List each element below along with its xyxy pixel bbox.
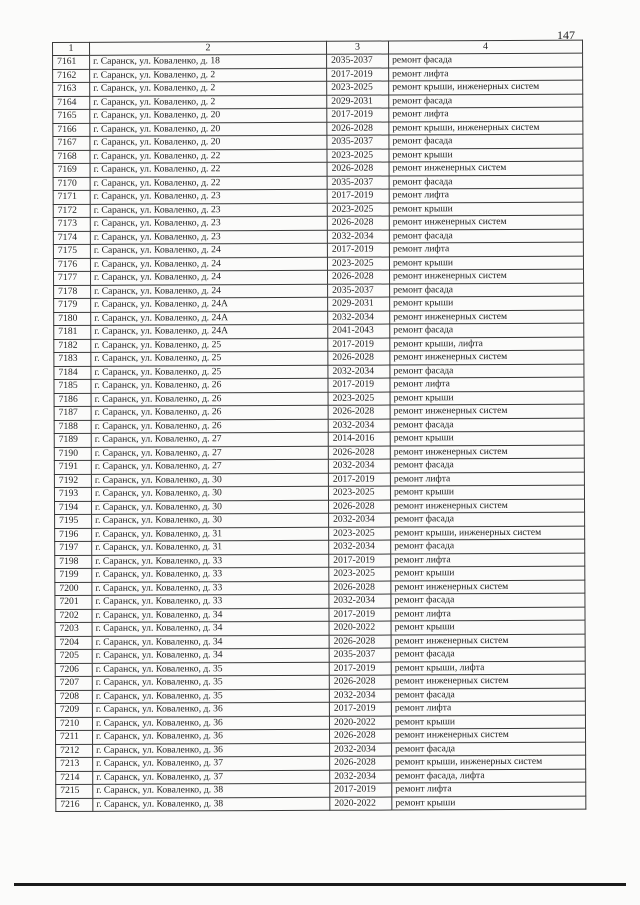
- work-type-cell: ремонт лифта: [390, 377, 584, 391]
- address-cell: г. Саранск, ул. Коваленко, д. 27: [91, 446, 328, 461]
- address-cell: г. Саранск, ул. Коваленко, д. 30: [91, 486, 328, 501]
- address-cell: г. Саранск, ул. Коваленко, д. 27: [91, 432, 328, 447]
- work-type-cell: ремонт лифта: [391, 701, 585, 715]
- period-cell: 2032-2034: [328, 365, 390, 379]
- period-cell: 2026-2028: [328, 405, 390, 419]
- address-cell: г. Саранск, ул. Коваленко, д. 25: [91, 365, 328, 380]
- address-cell: г. Саранск, ул. Коваленко, д. 31: [92, 527, 329, 542]
- row-number-cell: 7161: [53, 55, 90, 69]
- address-cell: г. Саранск, ул. Коваленко, д. 35: [92, 675, 329, 690]
- row-number-cell: 7196: [55, 528, 92, 542]
- address-cell: г. Саранск, ул. Коваленко, д. 24: [91, 270, 328, 285]
- row-number-cell: 7185: [54, 379, 91, 393]
- work-type-cell: ремонт инженерных систем: [392, 728, 586, 742]
- period-cell: 2035-2037: [327, 176, 389, 190]
- work-type-cell: ремонт крыши: [390, 485, 584, 499]
- address-cell: г. Саранск, ул. Коваленко, д. 24А: [91, 311, 328, 326]
- period-cell: 2041-2043: [328, 324, 390, 338]
- row-number-cell: 7174: [53, 231, 90, 245]
- address-cell: г. Саранск, ул. Коваленко, д. 23: [90, 189, 327, 204]
- period-cell: 2020-2022: [329, 716, 391, 730]
- address-cell: г. Саранск, ул. Коваленко, д. 34: [92, 648, 329, 663]
- address-cell: г. Саранск, ул. Коваленко, д. 30: [92, 513, 329, 528]
- work-type-cell: ремонт крыши, лифта: [391, 661, 585, 675]
- work-type-cell: ремонт крыши, лифта: [390, 337, 584, 351]
- work-type-cell: ремонт инженерных систем: [391, 674, 585, 688]
- row-number-cell: 7166: [53, 123, 90, 137]
- period-cell: 2023-2025: [327, 81, 389, 95]
- row-number-cell: 7176: [53, 258, 90, 272]
- period-cell: 2020-2022: [330, 797, 392, 811]
- period-cell: 2026-2028: [329, 581, 391, 595]
- address-cell: г. Саранск, ул. Коваленко, д. 34: [92, 608, 329, 623]
- period-cell: 2017-2019: [330, 783, 392, 797]
- period-cell: 2032-2034: [329, 594, 391, 608]
- address-cell: г. Саранск, ул. Коваленко, д. 18: [90, 54, 327, 69]
- work-type-cell: ремонт лифта: [389, 188, 583, 202]
- period-cell: 2035-2037: [327, 135, 389, 149]
- address-cell: г. Саранск, ул. Коваленко, д. 37: [93, 756, 330, 771]
- work-type-cell: ремонт лифта: [392, 782, 586, 796]
- period-cell: 2026-2028: [328, 351, 390, 365]
- row-number-cell: 7164: [53, 96, 90, 110]
- row-number-cell: 7197: [55, 541, 92, 555]
- row-number-cell: 7212: [56, 744, 93, 758]
- work-type-cell: ремонт крыши: [389, 148, 583, 162]
- row-number-cell: 7201: [55, 595, 92, 609]
- row-number-cell: 7167: [53, 136, 90, 150]
- row-number-cell: 7194: [55, 501, 92, 515]
- address-cell: г. Саранск, ул. Коваленко, д. 36: [93, 743, 330, 758]
- work-type-cell: ремонт крыши: [390, 431, 584, 445]
- period-cell: 2032-2034: [330, 770, 392, 784]
- row-number-cell: 7215: [56, 784, 93, 798]
- address-cell: г. Саранск, ул. Коваленко, д. 26: [91, 392, 328, 407]
- row-number-cell: 7191: [54, 460, 91, 474]
- row-number-cell: 7186: [54, 393, 91, 407]
- work-type-cell: ремонт инженерных систем: [391, 634, 585, 648]
- work-type-cell: ремонт фасада: [389, 94, 583, 108]
- address-cell: г. Саранск, ул. Коваленко, д. 33: [92, 581, 329, 596]
- row-number-cell: 7173: [53, 217, 90, 231]
- address-cell: г. Саранск, ул. Коваленко, д. 26: [91, 378, 328, 393]
- row-number-cell: 7188: [54, 420, 91, 434]
- address-cell: г. Саранск, ул. Коваленко, д. 24: [90, 243, 327, 258]
- period-cell: 2026-2028: [328, 446, 390, 460]
- work-type-cell: ремонт лифта: [389, 242, 583, 256]
- address-cell: г. Саранск, ул. Коваленко, д. 20: [90, 122, 327, 137]
- address-cell: г. Саранск, ул. Коваленко, д. 26: [91, 419, 328, 434]
- work-type-cell: ремонт фасада: [389, 134, 583, 148]
- period-cell: 2035-2037: [328, 284, 390, 298]
- work-type-cell: ремонт крыши: [390, 391, 584, 405]
- period-cell: 2017-2019: [329, 608, 391, 622]
- work-type-cell: ремонт инженерных систем: [389, 161, 583, 175]
- work-type-cell: ремонт крыши, инженерных систем: [389, 80, 583, 94]
- work-type-cell: ремонт инженерных систем: [390, 350, 584, 364]
- row-number-cell: 7179: [54, 298, 91, 312]
- row-number-cell: 7209: [55, 703, 92, 717]
- work-type-cell: ремонт инженерных систем: [389, 269, 583, 283]
- address-cell: г. Саранск, ул. Коваленко, д. 33: [92, 554, 329, 569]
- row-number-cell: 7175: [53, 244, 90, 258]
- address-cell: г. Саранск, ул. Коваленко, д. 33: [92, 567, 329, 582]
- row-number-cell: 7189: [54, 433, 91, 447]
- row-number-cell: 7190: [54, 447, 91, 461]
- row-number-cell: 7213: [56, 757, 93, 771]
- work-type-cell: ремонт крыши, инженерных систем: [392, 755, 586, 769]
- period-cell: 2032-2034: [329, 513, 391, 527]
- row-number-cell: 7211: [56, 730, 93, 744]
- column-header-4: 4: [388, 40, 582, 54]
- work-type-cell: ремонт инженерных систем: [390, 404, 584, 418]
- work-type-cell: ремонт крыши: [391, 620, 585, 634]
- work-type-cell: ремонт фасада: [389, 175, 583, 189]
- work-type-cell: ремонт фасада: [391, 688, 585, 702]
- row-number-cell: 7195: [55, 514, 92, 528]
- row-number-cell: 7199: [55, 568, 92, 582]
- period-cell: 2023-2025: [328, 392, 390, 406]
- address-cell: г. Саранск, ул. Коваленко, д. 36: [92, 716, 329, 731]
- work-type-cell: ремонт крыши, инженерных систем: [391, 526, 585, 540]
- period-cell: 2026-2028: [329, 500, 391, 514]
- period-cell: 2023-2025: [327, 149, 389, 163]
- address-cell: г. Саранск, ул. Коваленко, д. 26: [91, 405, 328, 420]
- address-cell: г. Саранск, ул. Коваленко, д. 27: [91, 459, 328, 474]
- period-cell: 2026-2028: [327, 122, 389, 136]
- column-header-1: 1: [53, 42, 90, 55]
- table-body: [53, 53, 586, 811]
- row-number-cell: 7206: [55, 663, 92, 677]
- work-type-cell: ремонт крыши: [389, 202, 583, 216]
- work-type-cell: ремонт инженерных систем: [391, 580, 585, 594]
- period-cell: 2017-2019: [328, 473, 390, 487]
- period-cell: 2029-2031: [327, 95, 389, 109]
- period-cell: 2026-2028: [330, 756, 392, 770]
- row-number-cell: 7202: [55, 609, 92, 623]
- work-type-cell: ремонт лифта: [389, 67, 583, 81]
- address-cell: г. Саранск, ул. Коваленко, д. 35: [92, 689, 329, 704]
- address-cell: г. Саранск, ул. Коваленко, д. 24: [91, 284, 328, 299]
- period-cell: 2026-2028: [327, 162, 389, 176]
- period-cell: 2029-2031: [328, 297, 390, 311]
- row-number-cell: 7168: [53, 150, 90, 164]
- address-cell: г. Саранск, ул. Коваленко, д. 30: [91, 473, 328, 488]
- column-header-3: 3: [326, 41, 388, 54]
- period-cell: 2017-2019: [329, 702, 391, 716]
- period-cell: 2026-2028: [330, 729, 392, 743]
- row-number-cell: 7163: [53, 82, 90, 96]
- period-cell: 2035-2037: [329, 648, 391, 662]
- row-number-cell: 7193: [54, 487, 91, 501]
- row-number-cell: 7184: [54, 366, 91, 380]
- work-type-cell: ремонт лифта: [389, 107, 583, 121]
- work-type-cell: ремонт фасада: [390, 283, 584, 297]
- row-number-cell: 7182: [54, 339, 91, 353]
- period-cell: 2017-2019: [328, 378, 390, 392]
- row-number-cell: 7177: [54, 271, 91, 285]
- work-type-cell: ремонт фасада: [390, 458, 584, 472]
- address-cell: г. Саранск, ул. Коваленко, д. 36: [93, 729, 330, 744]
- period-cell: 2026-2028: [327, 270, 389, 284]
- work-type-cell: ремонт лифта: [391, 553, 585, 567]
- row-number-cell: 7171: [53, 190, 90, 204]
- work-type-cell: ремонт крыши: [389, 256, 583, 270]
- work-type-cell: ремонт фасада: [391, 593, 585, 607]
- period-cell: 2017-2019: [329, 554, 391, 568]
- period-cell: 2032-2034: [327, 230, 389, 244]
- work-type-cell: ремонт фасада: [391, 539, 585, 553]
- row-number-cell: 7216: [56, 798, 93, 812]
- page-bottom-rule: [14, 883, 626, 886]
- row-number-cell: 7162: [53, 69, 90, 83]
- address-cell: г. Саранск, ул. Коваленко, д. 20: [90, 135, 327, 150]
- period-cell: 2017-2019: [327, 189, 389, 203]
- address-cell: г. Саранск, ул. Коваленко, д. 22: [90, 149, 327, 164]
- period-cell: 2035-2037: [327, 54, 389, 68]
- address-cell: г. Саранск, ул. Коваленко, д. 23: [90, 230, 327, 245]
- address-cell: г. Саранск, ул. Коваленко, д. 2: [90, 95, 327, 110]
- row-number-cell: 7198: [55, 555, 92, 569]
- address-cell: г. Саранск, ул. Коваленко, д. 30: [92, 500, 329, 515]
- row-number-cell: 7214: [56, 771, 93, 785]
- work-type-cell: ремонт фасада: [389, 229, 583, 243]
- work-type-cell: ремонт крыши: [391, 566, 585, 580]
- work-type-cell: ремонт крыши, инженерных систем: [389, 121, 583, 135]
- repair-schedule-table: [52, 40, 586, 812]
- address-cell: г. Саранск, ул. Коваленко, д. 33: [92, 594, 329, 609]
- period-cell: 2023-2025: [329, 527, 391, 541]
- row-number-cell: 7180: [54, 312, 91, 326]
- work-type-cell: ремонт крыши: [392, 796, 586, 810]
- row-number-cell: 7208: [55, 690, 92, 704]
- period-cell: 2023-2025: [328, 486, 390, 500]
- address-cell: г. Саранск, ул. Коваленко, д. 24А: [91, 324, 328, 339]
- work-type-cell: ремонт фасада: [392, 742, 586, 756]
- period-cell: 2017-2019: [327, 108, 389, 122]
- work-type-cell: ремонт инженерных систем: [390, 310, 584, 324]
- work-type-cell: ремонт инженерных систем: [390, 499, 584, 513]
- period-cell: 2023-2025: [327, 257, 389, 271]
- page-number: 147: [557, 28, 575, 42]
- work-type-cell: ремонт крыши: [391, 715, 585, 729]
- address-cell: г. Саранск, ул. Коваленко, д. 2: [90, 68, 327, 83]
- work-type-cell: ремонт крыши: [390, 296, 584, 310]
- address-cell: г. Саранск, ул. Коваленко, д. 25: [91, 351, 328, 366]
- row-number-cell: 7204: [55, 636, 92, 650]
- period-cell: 2032-2034: [328, 311, 390, 325]
- row-number-cell: 7172: [53, 204, 90, 218]
- period-cell: 2026-2028: [329, 635, 391, 649]
- period-cell: 2017-2019: [328, 338, 390, 352]
- work-type-cell: ремонт лифта: [390, 472, 584, 486]
- work-type-cell: ремонт фасада: [391, 512, 585, 526]
- row-number-cell: 7203: [55, 622, 92, 636]
- address-cell: г. Саранск, ул. Коваленко, д. 24: [90, 257, 327, 272]
- address-cell: г. Саранск, ул. Коваленко, д. 35: [92, 662, 329, 677]
- period-cell: 2017-2019: [327, 68, 389, 82]
- table-row: [56, 796, 586, 812]
- row-number-cell: 7192: [54, 474, 91, 488]
- work-type-cell: ремонт фасада, лифта: [392, 769, 586, 783]
- period-cell: 2026-2028: [327, 216, 389, 230]
- address-cell: г. Саранск, ул. Коваленко, д. 34: [92, 621, 329, 636]
- address-cell: г. Саранск, ул. Коваленко, д. 2: [90, 81, 327, 96]
- work-type-cell: ремонт фасада: [390, 323, 584, 337]
- address-cell: г. Саранск, ул. Коваленко, д. 31: [92, 540, 329, 555]
- address-cell: г. Саранск, ул. Коваленко, д. 36: [92, 702, 329, 717]
- row-number-cell: 7210: [55, 717, 92, 731]
- row-number-cell: 7178: [54, 285, 91, 299]
- period-cell: 2026-2028: [329, 675, 391, 689]
- period-cell: 2020-2022: [329, 621, 391, 635]
- address-cell: г. Саранск, ул. Коваленко, д. 22: [90, 162, 327, 177]
- address-cell: г. Саранск, ул. Коваленко, д. 38: [93, 783, 330, 798]
- address-cell: г. Саранск, ул. Коваленко, д. 23: [90, 203, 327, 218]
- address-cell: г. Саранск, ул. Коваленко, д. 22: [90, 176, 327, 191]
- row-number-cell: 7187: [54, 406, 91, 420]
- address-cell: г. Саранск, ул. Коваленко, д. 24А: [91, 297, 328, 312]
- row-number-cell: 7207: [55, 676, 92, 690]
- address-cell: г. Саранск, ул. Коваленко, д. 23: [90, 216, 327, 231]
- work-type-cell: ремонт инженерных систем: [389, 215, 583, 229]
- row-number-cell: 7170: [53, 177, 90, 191]
- column-header-2: 2: [90, 41, 327, 55]
- row-number-cell: 7181: [54, 325, 91, 339]
- period-cell: 2017-2019: [329, 662, 391, 676]
- work-type-cell: ремонт фасада: [391, 647, 585, 661]
- row-number-cell: 7169: [53, 163, 90, 177]
- period-cell: 2032-2034: [329, 689, 391, 703]
- address-cell: г. Саранск, ул. Коваленко, д. 38: [93, 797, 330, 812]
- period-cell: 2014-2016: [328, 432, 390, 446]
- period-cell: 2032-2034: [328, 459, 390, 473]
- work-type-cell: ремонт инженерных систем: [390, 445, 584, 459]
- work-type-cell: ремонт лифта: [391, 607, 585, 621]
- period-cell: 2023-2025: [327, 203, 389, 217]
- address-cell: г. Саранск, ул. Коваленко, д. 34: [92, 635, 329, 650]
- period-cell: 2017-2019: [327, 243, 389, 257]
- period-cell: 2032-2034: [328, 419, 390, 433]
- period-cell: 2023-2025: [329, 567, 391, 581]
- address-cell: г. Саранск, ул. Коваленко, д. 37: [93, 770, 330, 785]
- period-cell: 2032-2034: [329, 540, 391, 554]
- row-number-cell: 7183: [54, 352, 91, 366]
- address-cell: г. Саранск, ул. Коваленко, д. 20: [90, 108, 327, 123]
- work-type-cell: ремонт фасада: [389, 53, 583, 67]
- work-type-cell: ремонт фасада: [390, 364, 584, 378]
- row-number-cell: 7165: [53, 109, 90, 123]
- work-type-cell: ремонт фасада: [390, 418, 584, 432]
- row-number-cell: 7205: [55, 649, 92, 663]
- row-number-cell: 7200: [55, 582, 92, 596]
- address-cell: г. Саранск, ул. Коваленко, д. 25: [91, 338, 328, 353]
- period-cell: 2032-2034: [330, 743, 392, 757]
